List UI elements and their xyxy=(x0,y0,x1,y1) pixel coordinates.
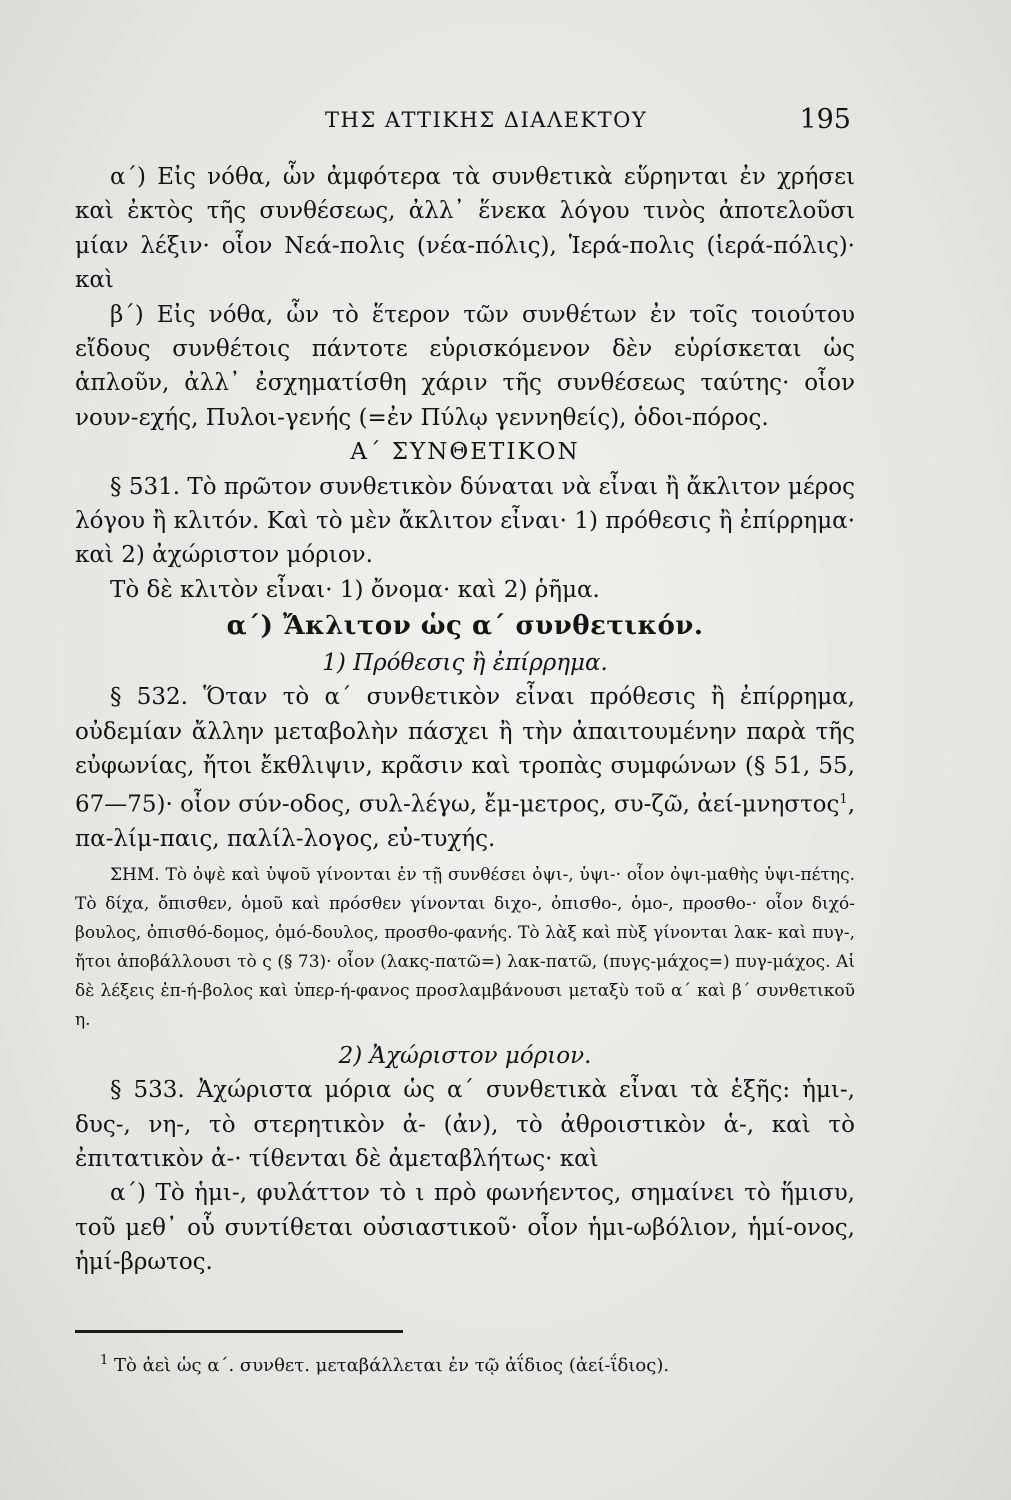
section-heading-first-compound: Α΄ ΣΥΝΘΕΤΙΚΟΝ xyxy=(350,439,580,466)
footnote-mark: 1 xyxy=(100,1353,109,1368)
section-531-continued: Τὸ δὲ κλιτὸν εἶναι· 1) ὄνομα· καὶ 2) ῥῆμα. xyxy=(110,576,600,603)
subheading-preposition-adverb: 1) Πρόθεσις ἢ ἐπίρρημα. xyxy=(322,649,608,676)
page-header xyxy=(0,104,1011,140)
note-paragraph: ΣΗΜ. Τὸ ὀψὲ καὶ ὑψοῦ γίνονται ἐν τῇ συνθέσει ὀψι-, ὑψι-· οἷον ὀψι-μαθὴς ὑψι-πέτης. Τὸ δίχα, ὄπισθεν, ὁμοῦ καὶ πρόσθεν γίνονται διχο-, ὀπισθο-, ὁμο-, προσθο-· οἷον διχό-βουλος, ὀπισθό-δομος, ὁμό-δουλος, προσθο-φανής. Τὸ λὰξ καὶ πὺξ γίνονται λακ- καὶ πυγ-, ἤτοι ἀποβάλλουσι τὸ ς (§ 73)· οἷον (λακς-πατῶ=) λακ-πατῶ, (πυγς-μάχος=) πυγ-μάχος. Αἱ δὲ λέξεις ἐπ-ή-βολος καὶ ὑπερ-ή-φανος προσλαμβάνουσι μεταξὺ τοῦ α΄ καὶ β΄ συνθετικοῦ η. xyxy=(75,864,855,1030)
footnote-text: Τὸ ἀεὶ ὡς α΄. συνθετ. μεταβάλλεται ἐν τῷ ἀΐδιος (ἀεί-ΐδιος). xyxy=(114,1355,670,1376)
section-heading-indeclinable: α΄) Ἄκλιτον ὡς α΄ συνθετικόν. xyxy=(226,611,704,642)
footnote-divider xyxy=(75,1330,403,1333)
section-532 xyxy=(75,680,855,857)
footnote-reference[interactable]: 1 xyxy=(839,792,848,808)
section-531: § 531. Τὸ πρῶτον συνθετικὸν δύναται νὰ εἶναι ἢ ἄκλιτον μέρος λόγου ἢ κλιτόν. Καὶ τὸ μὲν ἄκλιτον εἶναι· 1) πρόθεσις ἢ ἐπίρρημα· καὶ 2) ἀχώριστον μόριον. xyxy=(75,473,855,569)
running-title: ΤΗΣ ΑΤΤΙΚΗΣ ΔΙΑΛΕΚΤΟΥ xyxy=(325,108,648,132)
page-number: 195 xyxy=(799,104,851,135)
paragraph-alpha: α΄) Εἰς νόθα, ὧν ἀμφότερα τὰ συνθετικὰ εὕρηνται ἐν χρήσει καὶ ἐκτὸς τῆς συνθέσεως, ἀλλ᾿ ἕνεκα λόγου τινὸς ἀποτελοῦσι μίαν λέξιν· οἷον Νεά-πολις (νέα-πόλις), Ἱερά-πολις (ἱερά-πόλις)· καὶ xyxy=(75,164,855,294)
subheading-inseparable-particle: 2) Ἀχώριστον μόριον. xyxy=(338,1042,592,1069)
section-532-text: § 532. Ὅταν τὸ α΄ συνθετικὸν εἶναι πρόθεσις ἢ ἐπίρρημα, οὐδεμίαν ἄλλην μεταβολὴν πάσχει ἢ τὴν ἀπαιτουμένην παρὰ τῆς εὐφωνίας, ἤτοι ἔκθλιψιν, κρᾶσιν καὶ τροπὰς συμφώνων (§ 51, 55, 67—75)· οἷον σύν-οδος, συλ-λέγω, ἔμ-μετρος, συ-ζῶ, ἀεί-μνηστος xyxy=(75,684,855,818)
section-532-end: , πα-λίμ-παις, παλίλ-λογος, εὐ-τυχής. xyxy=(75,791,855,853)
body-text xyxy=(75,160,855,1280)
footnote xyxy=(100,1348,860,1379)
section-533-alpha: α΄) Τὸ ἡμι-, φυλάττον τὸ ι πρὸ φωνήεντος, σημαίνει τὸ ἥμισυ, τοῦ μεθ᾿ οὗ συντίθεται οὐσιαστικοῦ· οἷον ἡμι-ωβόλιον, ἡμί-ονος, ἡμί-βρωτος. xyxy=(75,1180,855,1276)
section-533: § 533. Ἀχώριστα μόρια ὡς α΄ συνθετικὰ εἶναι τὰ ἑξῆς: ἡμι-, δυς-, νη-, τὸ στερητικὸν ἀ- (ἀν), τὸ ἀθροιστικὸν ἁ-, καὶ τὸ ἐπιτατικὸν ἀ-· τίθενται δὲ ἀμεταβλήτως· καὶ xyxy=(75,1077,855,1172)
paragraph-beta: β΄) Εἰς νόθα, ὧν τὸ ἕτερον τῶν συνθέτων ἐν τοῖς τοιούτου εἴδους συνθέτοις πάντοτε εὑρισκόμενον δὲν εὑρίσκεται ὡς ἁπλοῦν, ἀλλ᾿ ἐσχηματίσθη χάριν τῆς συνθέσεως ταύτης· οἷον νουν-εχής, Πυλοι-γενής (=ἐν Πύλῳ γεννηθείς), ὁδοι-πόρος. xyxy=(75,301,855,431)
